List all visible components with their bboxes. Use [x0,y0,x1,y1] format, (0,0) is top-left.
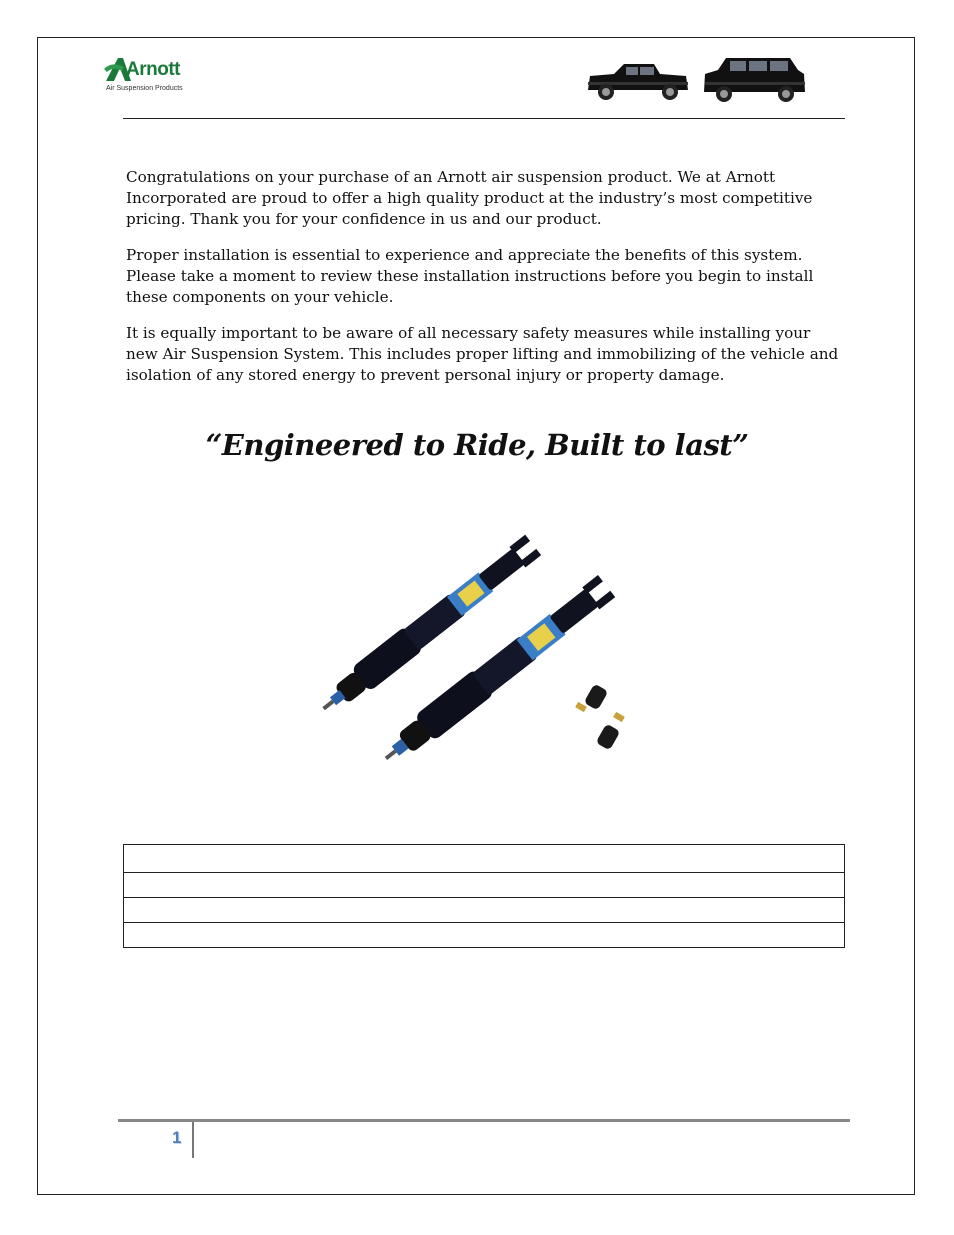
table-row [124,845,845,873]
table-cell [124,923,845,948]
vehicles-image [584,52,808,108]
air-fitting-icon-2 [596,712,625,751]
intro-paragraph-3: It is equally important to be aware of all necessary safety measures while installing your new Air Suspension System. This includes proper lifting and immobilizing of the vehicle and isolation of any stored energy to prevent personal injury or property damage. [126,324,839,384]
air-fitting-icon [575,683,608,712]
logo-tagline: Air Suspension Products [106,85,183,92]
table-row [124,873,845,898]
table-cell [124,898,845,923]
intro-text [126,167,846,401]
info-table [123,844,845,948]
header-rule [123,118,845,119]
air-shock-left-icon [318,533,542,720]
footer-rule [118,1119,850,1122]
page-number: 1 [172,1128,182,1147]
table-row [124,923,845,948]
air-shock-right-icon [376,573,616,768]
intro-paragraph-1: Congratulations on your purchase of an Arnott air suspension product. We at Arnott Incorporated are proud to offer a high quality product at the industry’s most competitive pricing. Thank you for your confidence in us and our product. [126,168,813,228]
logo-wordmark: Arnott [126,59,180,80]
table-cell [124,845,845,873]
table-cell [124,873,845,898]
pickup-truck-icon [588,64,688,100]
footer-divider [192,1122,194,1158]
product-image [318,508,658,768]
arnott-logo [104,55,204,99]
table-row [124,898,845,923]
slogan-heading: “Engineered to Ride, Built to last” [205,428,749,462]
intro-paragraph-2: Proper installation is essential to experience and appreciate the benefits of this system. Please take a moment to review these installation instructions before you begin to install these components on your vehicle. [126,246,814,306]
suv-icon [704,58,805,102]
